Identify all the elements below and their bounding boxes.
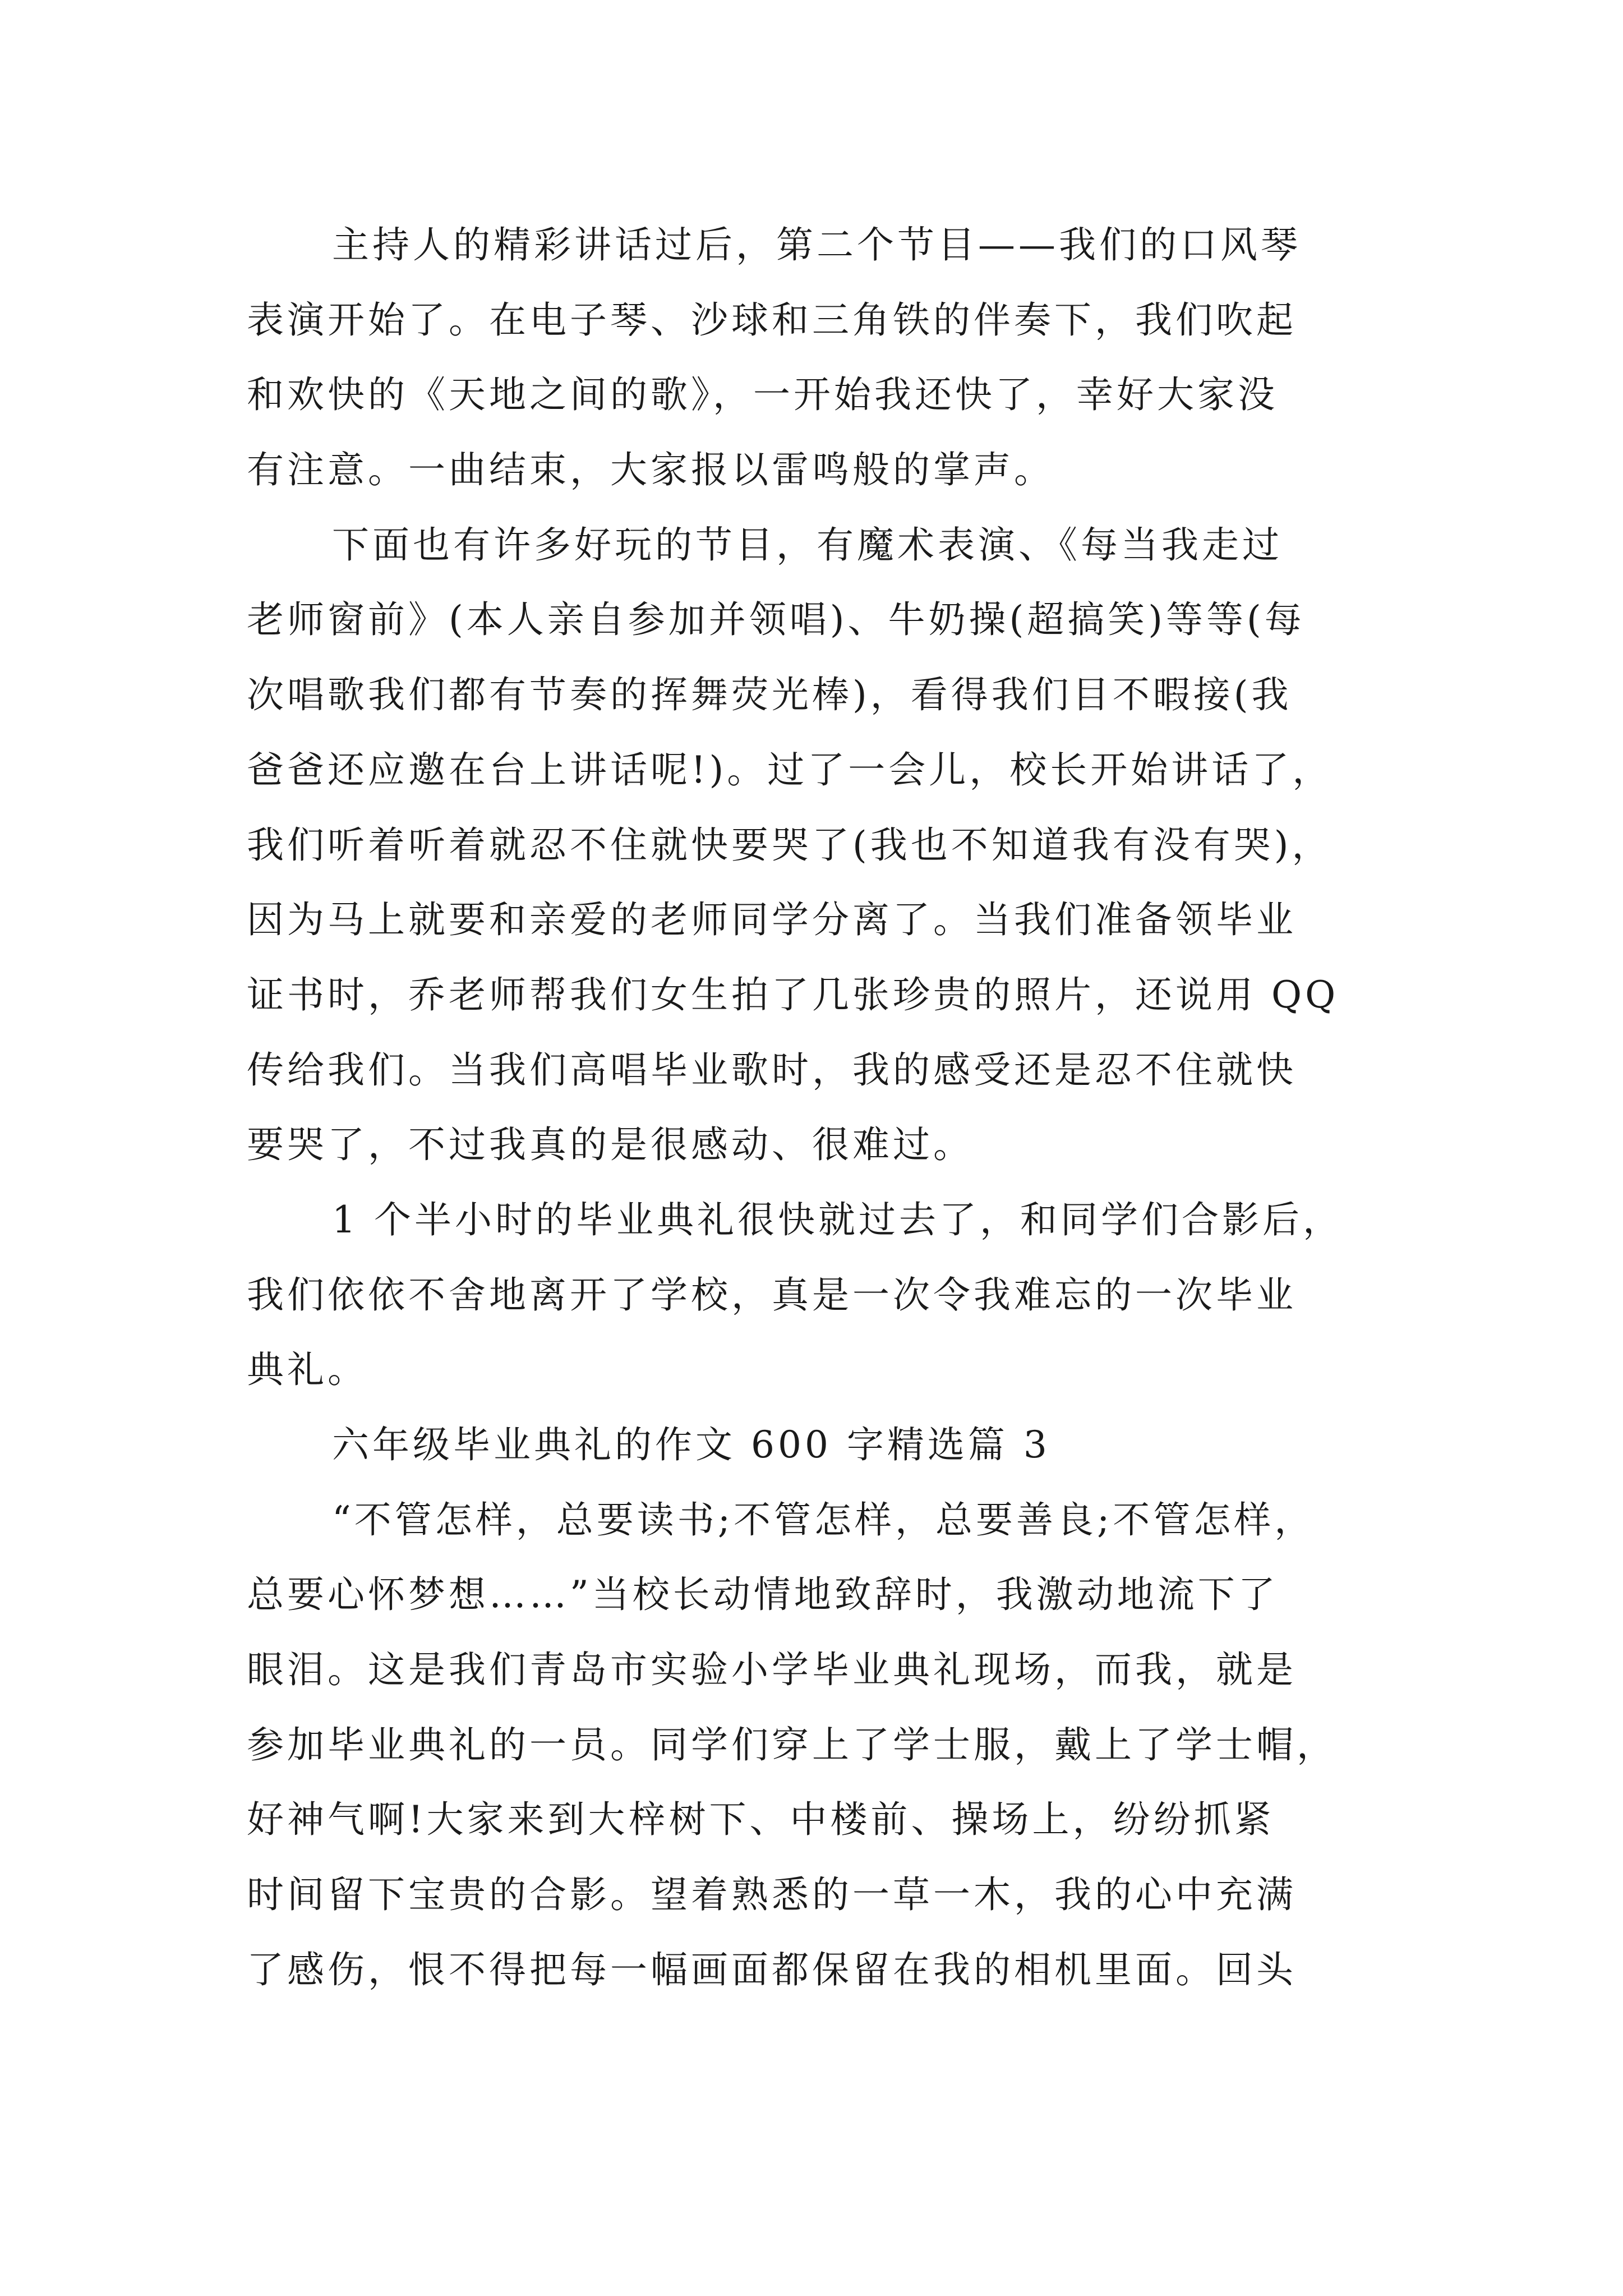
- text-line: 眼泪。这是我们青岛市实验小学毕业典礼现场，而我，就是: [247, 1648, 1297, 1692]
- text-line: 下面也有许多好玩的节目，有魔术表演、《每当我走过: [332, 523, 1283, 567]
- text-line: 了感伤，恨不得把每一幅画面都保留在我的相机里面。回头: [247, 1948, 1297, 1991]
- text-line: 总要心怀梦想……”当校长动情地致辞时，我激动地流下了: [247, 1573, 1279, 1617]
- text-line: 典礼。: [247, 1348, 368, 1392]
- text-line: 爸爸还应邀在台上讲话呢!)。过了一会儿，校长开始讲话了，: [247, 748, 1333, 792]
- text-line: 我们依依不舍地离开了学校，真是一次令我难忘的一次毕业: [247, 1273, 1297, 1317]
- text-line: 传给我们。当我们高唱毕业歌时，我的感受还是忍不住就快: [247, 1048, 1297, 1092]
- text-line: 因为马上就要和亲爱的老师同学分离了。当我们准备领毕业: [247, 898, 1297, 942]
- text-line: 表演开始了。在电子琴、沙球和三角铁的伴奏下，我们吹起: [247, 298, 1297, 342]
- text-line: 参加毕业典礼的一员。同学们穿上了学士服，戴上了学士帽，: [247, 1723, 1337, 1766]
- text-line: 有注意。一曲结束，大家报以雷鸣般的掌声。: [247, 448, 1054, 492]
- text-line: 1 个半小时的毕业典礼很快就过去了，和同学们合影后，: [332, 1198, 1343, 1241]
- text-line: 证书时，乔老师帮我们女生拍了几张珍贵的照片，还说用 QQ: [247, 973, 1339, 1016]
- text-line: 要哭了，不过我真的是很感动、很难过。: [247, 1123, 974, 1167]
- text-line: 主持人的精彩讲话过后，第二个节目——我们的口风琴: [332, 223, 1301, 266]
- essay-body: [247, 208, 1413, 2008]
- text-line: 和欢快的《天地之间的歌》，一开始我还快了，幸好大家没: [247, 373, 1278, 417]
- text-line: 时间留下宝贵的合影。望着熟悉的一草一木，我的心中充满: [247, 1873, 1297, 1917]
- text-line: 老师窗前》(本人亲自参加并领唱)、牛奶操(超搞笑)等等(每: [247, 598, 1305, 642]
- section-heading: 六年级毕业典礼的作文 600 字精选篇 3: [332, 1423, 1050, 1466]
- text-line: 好神气啊!大家来到大梓树下、中楼前、操场上，纷纷抓紧: [247, 1798, 1275, 1842]
- text-line: 次唱歌我们都有节奏的挥舞荧光棒)，看得我们目不暇接(我: [247, 673, 1292, 717]
- text-line: “不管怎样，总要读书;不管怎样，总要善良;不管怎样，: [332, 1498, 1315, 1542]
- text-line: 我们听着听着就忍不住就快要哭了(我也不知道我有没有哭)，: [247, 823, 1332, 867]
